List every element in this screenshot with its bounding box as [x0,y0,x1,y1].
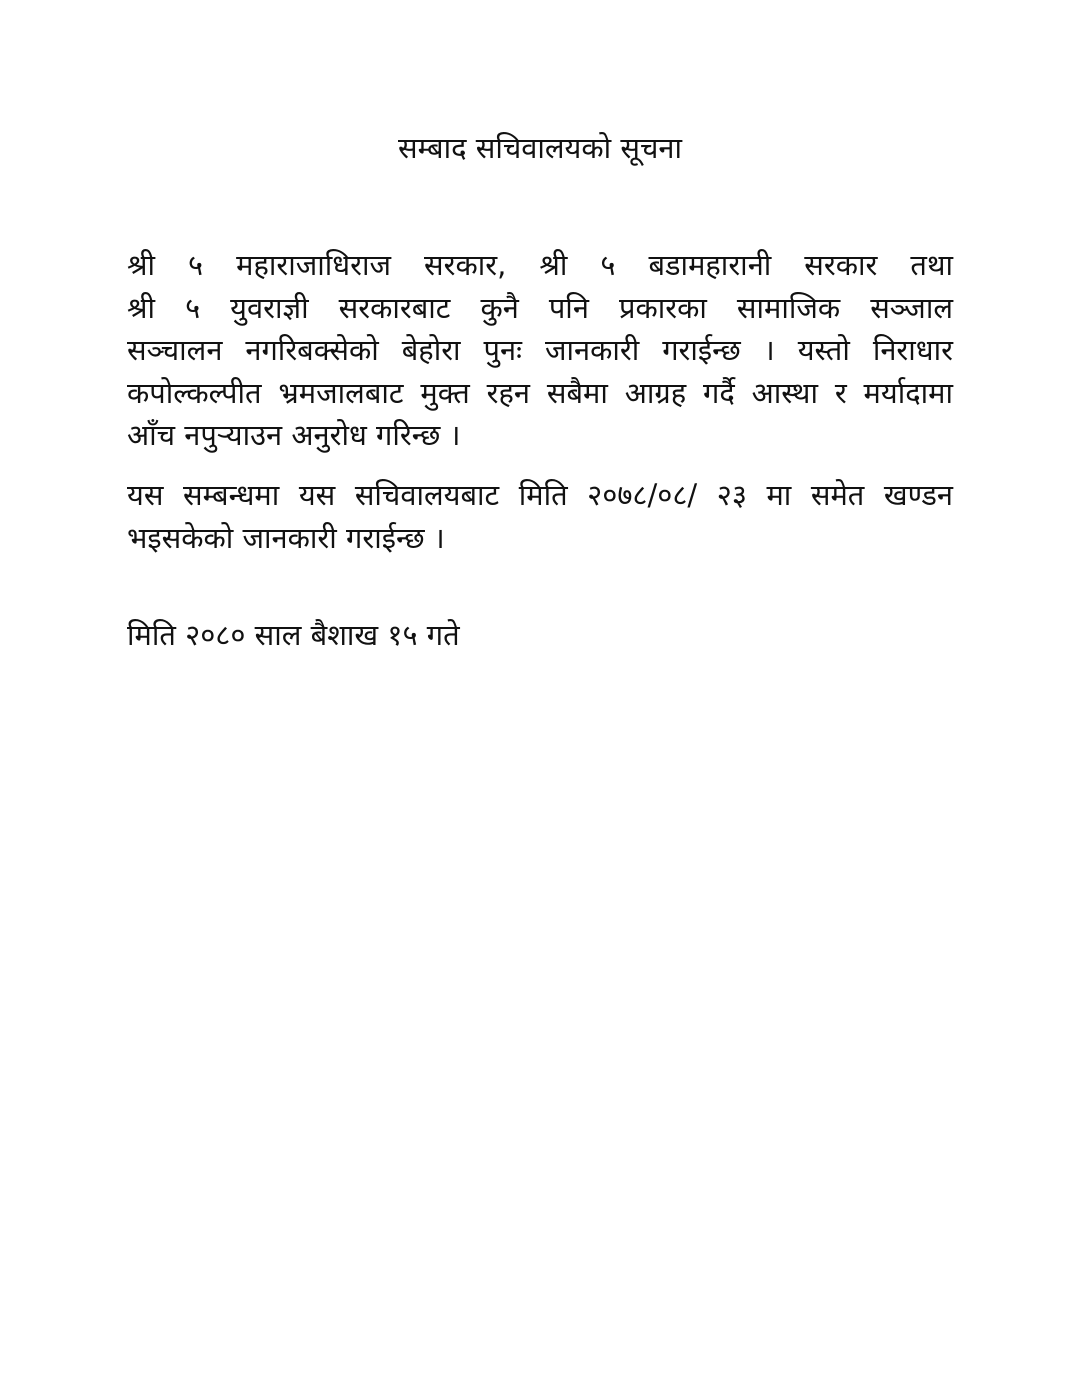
paragraph-1-line: सञ्चालन नगरिबक्सेको बेहोरा पुनः जानकारी गराईन्छ । यस्तो निराधार [127,333,953,367]
notice-date: मिति २०८० साल बैशाख १५ गते [127,618,460,652]
paragraph-1-line: श्री ५ महाराजाधिराज सरकार, श्री ५ बडामहारानी सरकार तथा [127,248,953,282]
paragraph-1-line: आँच नपुर्‍याउन अनुरोध गरिन्छ । [127,418,461,452]
paragraph-1-line: श्री ५ युवराज्ञी सरकारबाट कुनै पनि प्रकारका सामाजिक सञ्जाल [127,290,953,325]
notice-paragraph-2 [127,474,953,559]
paragraph-1-line: कपोल्कल्पीत भ्रमजालबाट मुक्त रहन सबैमा आग्रह गर्दै आस्था र मर्यादामा [127,375,953,410]
notice-title: सम्बाद सचिवालयको सूचना [398,131,682,165]
notice-paragraph-1 [127,244,953,457]
paragraph-2-line: भइसकेको जानकारी गराईन्छ । [127,520,445,555]
paragraph-2-line: यस सम्बन्धमा यस सचिवालयबाट मिति २०७८/०८/ २३ मा समेत खण्डन [127,478,953,512]
